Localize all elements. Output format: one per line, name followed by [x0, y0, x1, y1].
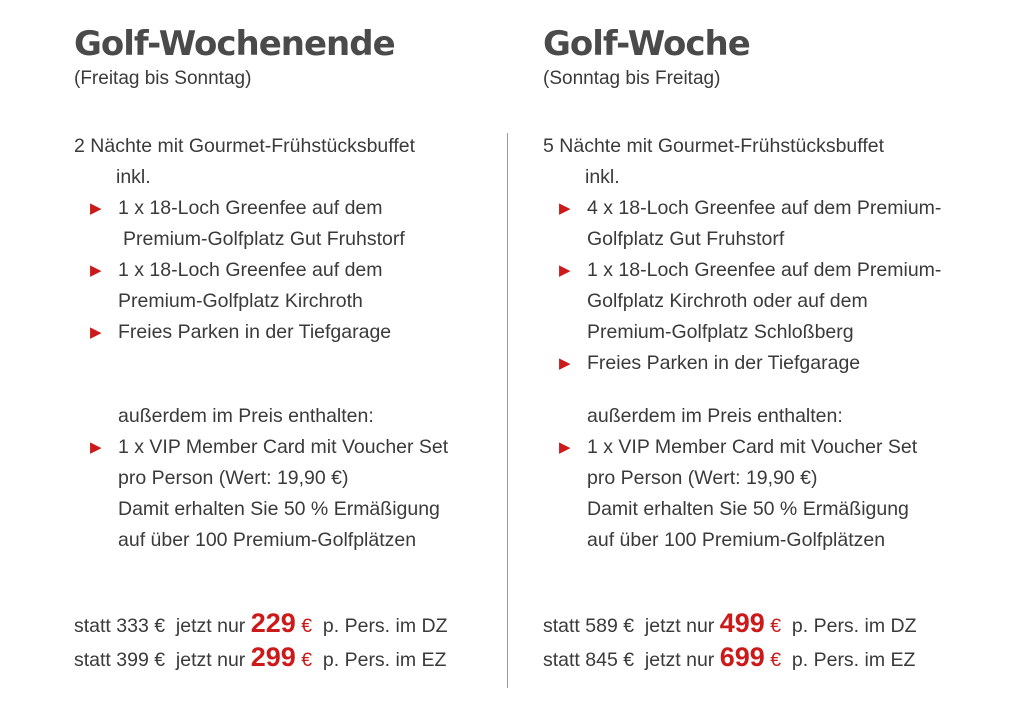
- extras-text: pro Person (Wert: 19,90 €): [118, 467, 349, 489]
- triangle-arrow-icon: ▶: [90, 324, 102, 341]
- list-item: [74, 255, 514, 317]
- column-divider: [507, 133, 508, 688]
- list-item: [74, 317, 514, 348]
- bullet-text: Freies Parken in der Tiefgarage: [118, 321, 392, 343]
- offer-golf-weekend: [74, 22, 514, 676]
- bullet-text: Premium-Golfplatz Gut Fruhstorf: [123, 228, 405, 250]
- extras-text: pro Person (Wert: 19,90 €): [587, 467, 818, 489]
- now-label: jetzt nur: [644, 615, 715, 637]
- triangle-arrow-icon: ▶: [90, 262, 102, 279]
- bullet-text: Golfplatz Gut Fruhstorf: [587, 228, 785, 250]
- offer-intro: 5 Nächte mit Gourmet-Frühstücksbuffet: [543, 135, 885, 157]
- extras-text: 1 x VIP Member Card mit Voucher Set: [118, 436, 449, 458]
- list-item: [543, 193, 983, 255]
- offer-inkl: inkl.: [116, 166, 151, 188]
- currency: €: [301, 649, 313, 671]
- extras-text: 1 x VIP Member Card mit Voucher Set: [587, 436, 918, 458]
- triangle-arrow-icon: ▶: [559, 200, 571, 217]
- offer-intro: 2 Nächte mit Gourmet-Frühstücksbuffet: [74, 135, 416, 157]
- bullet-text: Premium-Golfplatz Kirchroth: [118, 290, 363, 312]
- currency: €: [770, 615, 782, 637]
- currency: €: [770, 649, 782, 671]
- list-item: [543, 348, 983, 379]
- triangle-arrow-icon: ▶: [559, 439, 571, 456]
- bullet-text: 1 x 18-Loch Greenfee auf dem: [118, 259, 383, 281]
- price-row-ez: [543, 642, 983, 676]
- price-row-dz: [74, 608, 514, 642]
- extras-text: Damit erhalten Sie 50 % Ermäßigung: [587, 498, 909, 520]
- triangle-arrow-icon: ▶: [90, 439, 102, 456]
- bullet-text: Premium-Golfplatz Schloßberg: [587, 321, 854, 343]
- price-row-ez: [74, 642, 514, 676]
- list-item: [543, 255, 983, 348]
- triangle-arrow-icon: ▶: [559, 262, 571, 279]
- price-row-dz: [543, 608, 983, 642]
- bullet-text: 1 x 18-Loch Greenfee auf dem: [118, 197, 383, 219]
- old-price: statt 333 €: [74, 615, 166, 637]
- price-suffix: p. Pers. im EZ: [791, 649, 916, 671]
- extras-heading: außerdem im Preis enthalten:: [587, 405, 843, 427]
- list-item: [543, 432, 983, 556]
- price-suffix: p. Pers. im DZ: [791, 615, 917, 637]
- offer-title: Golf-Wochenende: [74, 24, 395, 64]
- currency: €: [301, 615, 313, 637]
- old-price: statt 589 €: [543, 615, 635, 637]
- new-price: 229: [250, 608, 296, 638]
- bullet-text: Freies Parken in der Tiefgarage: [587, 352, 861, 374]
- extras-heading: außerdem im Preis enthalten:: [118, 405, 374, 427]
- new-price: 299: [250, 642, 296, 672]
- extras-text: auf über 100 Premium-Golfplätzen: [118, 529, 417, 551]
- bullet-text: 1 x 18-Loch Greenfee auf dem Premium-: [587, 259, 942, 281]
- offer-subtitle: (Sonntag bis Freitag): [543, 68, 721, 89]
- bullet-text: Golfplatz Kirchroth oder auf dem: [587, 290, 868, 312]
- offer-subtitle: (Freitag bis Sonntag): [74, 68, 252, 89]
- triangle-arrow-icon: ▶: [90, 200, 102, 217]
- now-label: jetzt nur: [644, 649, 715, 671]
- bullet-text: 4 x 18-Loch Greenfee auf dem Premium-: [587, 197, 942, 219]
- new-price: 499: [719, 608, 765, 638]
- old-price: statt 845 €: [543, 649, 635, 671]
- triangle-arrow-icon: ▶: [559, 355, 571, 372]
- list-item: [74, 432, 514, 556]
- price-suffix: p. Pers. im EZ: [322, 649, 447, 671]
- list-item: [74, 193, 514, 255]
- extras-text: auf über 100 Premium-Golfplätzen: [587, 529, 886, 551]
- now-label: jetzt nur: [175, 615, 246, 637]
- offer-title: Golf-Woche: [543, 24, 750, 64]
- offer-golf-week: [543, 22, 983, 676]
- price-suffix: p. Pers. im DZ: [322, 615, 448, 637]
- now-label: jetzt nur: [175, 649, 246, 671]
- extras-text: Damit erhalten Sie 50 % Ermäßigung: [118, 498, 440, 520]
- offer-inkl: inkl.: [585, 166, 620, 188]
- new-price: 699: [719, 642, 765, 672]
- old-price: statt 399 €: [74, 649, 166, 671]
